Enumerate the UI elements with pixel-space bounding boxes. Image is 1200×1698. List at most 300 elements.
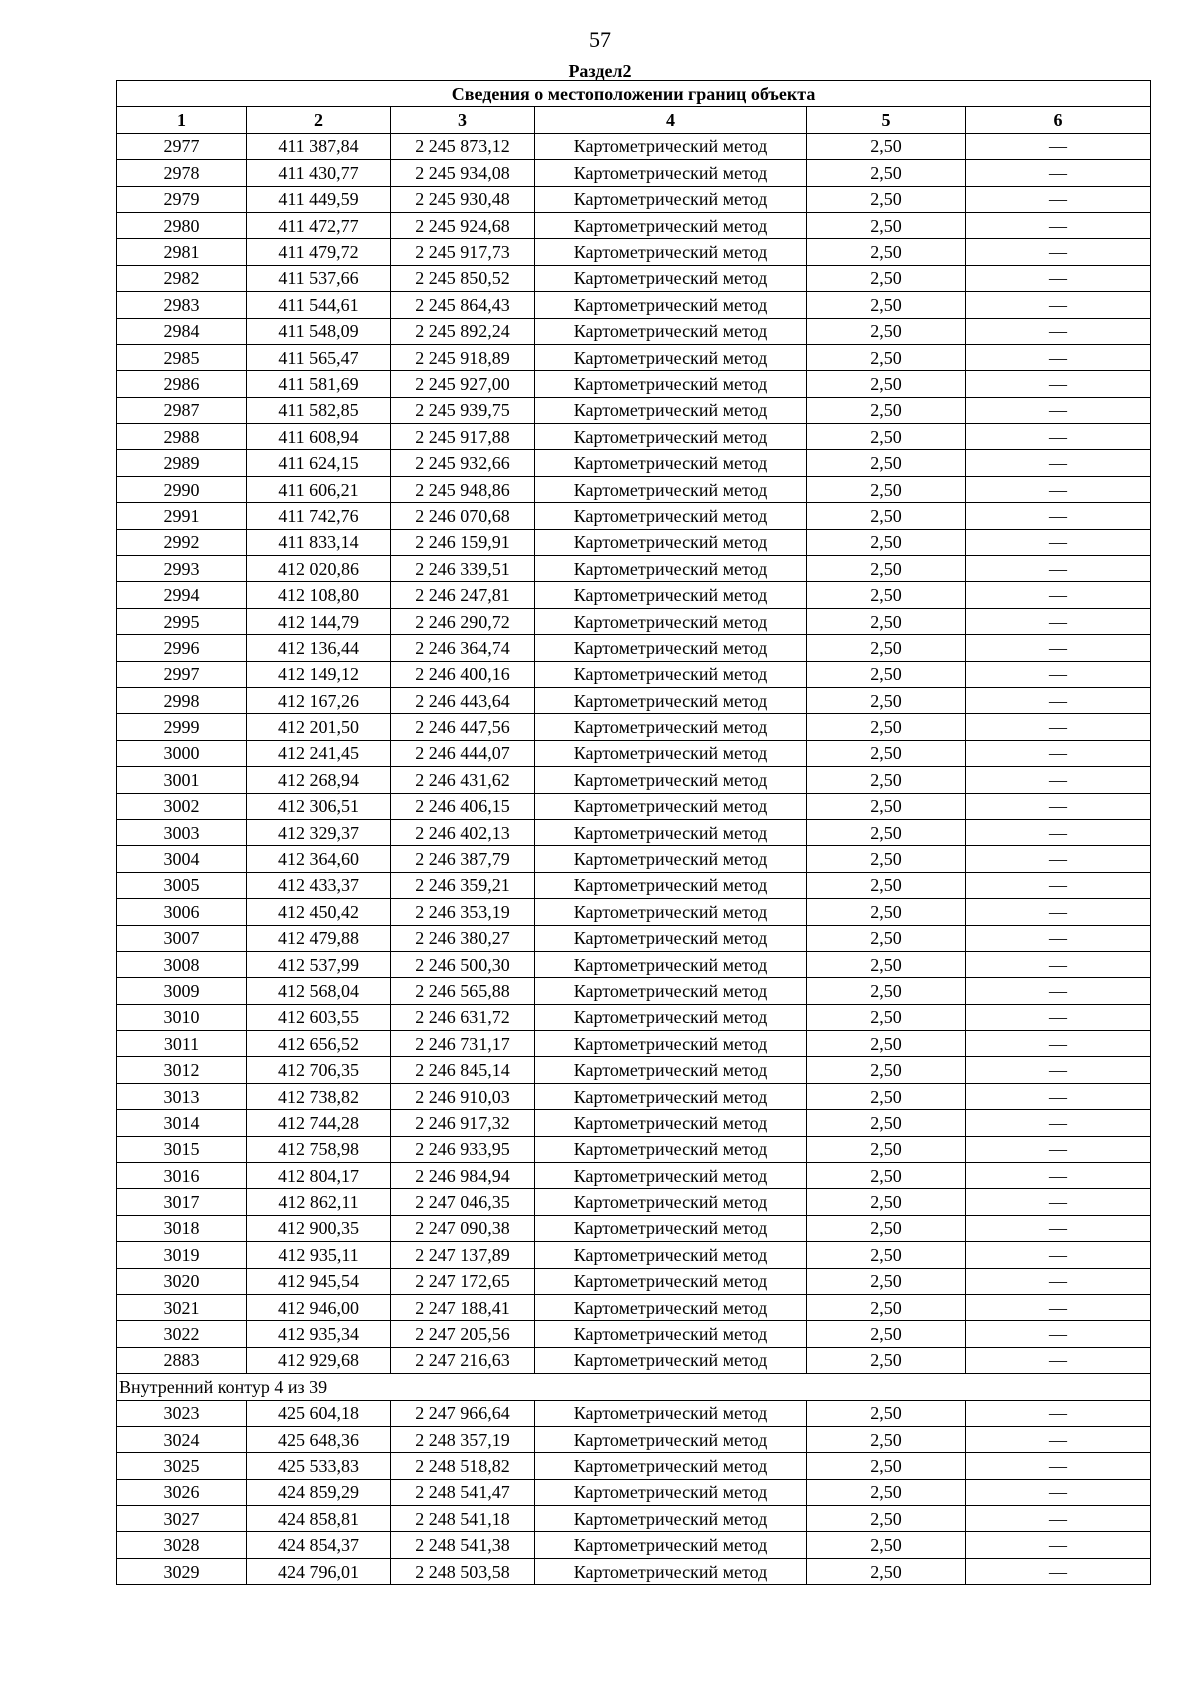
x-coordinate-cell: 412 201,50: [247, 714, 391, 740]
x-coordinate-cell: 411 624,15: [247, 450, 391, 476]
accuracy-cell: 2,50: [807, 318, 966, 344]
accuracy-cell: 2,50: [807, 793, 966, 819]
table-row: [117, 1189, 1151, 1215]
point-number-cell: 2999: [117, 714, 247, 740]
description-cell: —: [966, 529, 1151, 555]
accuracy-cell: 2,50: [807, 1057, 966, 1083]
x-coordinate-cell: 412 241,45: [247, 740, 391, 766]
table-row: [117, 397, 1151, 423]
accuracy-cell: 2,50: [807, 1136, 966, 1162]
accuracy-cell: 2,50: [807, 186, 966, 212]
x-coordinate-cell: 411 565,47: [247, 344, 391, 370]
method-cell: Картометрический метод: [535, 1004, 807, 1030]
x-coordinate-cell: 411 472,77: [247, 212, 391, 238]
y-coordinate-cell: 2 246 406,15: [391, 793, 535, 819]
accuracy-cell: 2,50: [807, 1453, 966, 1479]
method-cell: Картометрический метод: [535, 1479, 807, 1505]
method-cell: Картометрический метод: [535, 687, 807, 713]
description-cell: —: [966, 608, 1151, 634]
accuracy-cell: 2,50: [807, 397, 966, 423]
x-coordinate-cell: 424 796,01: [247, 1558, 391, 1584]
x-coordinate-cell: 412 945,54: [247, 1268, 391, 1294]
y-coordinate-cell: 2 246 387,79: [391, 846, 535, 872]
accuracy-cell: 2,50: [807, 872, 966, 898]
description-cell: —: [966, 1189, 1151, 1215]
table-row: [117, 1083, 1151, 1109]
description-cell: —: [966, 1031, 1151, 1057]
y-coordinate-cell: 2 245 917,88: [391, 424, 535, 450]
y-coordinate-cell: 2 247 137,89: [391, 1242, 535, 1268]
x-coordinate-cell: 424 858,81: [247, 1506, 391, 1532]
y-coordinate-cell: 2 245 948,86: [391, 476, 535, 502]
accuracy-cell: 2,50: [807, 1004, 966, 1030]
x-coordinate-cell: 411 449,59: [247, 186, 391, 212]
description-cell: —: [966, 1426, 1151, 1452]
accuracy-cell: 2,50: [807, 424, 966, 450]
x-coordinate-cell: 412 900,35: [247, 1215, 391, 1241]
method-cell: Картометрический метод: [535, 503, 807, 529]
accuracy-cell: 2,50: [807, 635, 966, 661]
description-cell: —: [966, 556, 1151, 582]
x-coordinate-cell: 412 744,28: [247, 1110, 391, 1136]
point-number-cell: 3024: [117, 1426, 247, 1452]
x-coordinate-cell: 411 582,85: [247, 397, 391, 423]
point-number-cell: 3001: [117, 767, 247, 793]
point-number-cell: 3016: [117, 1163, 247, 1189]
method-cell: Картометрический метод: [535, 608, 807, 634]
y-coordinate-cell: 2 248 357,19: [391, 1426, 535, 1452]
x-coordinate-cell: 412 935,11: [247, 1242, 391, 1268]
accuracy-cell: 2,50: [807, 899, 966, 925]
x-coordinate-cell: 424 859,29: [247, 1479, 391, 1505]
description-cell: —: [966, 951, 1151, 977]
table-caption: Сведения о местоположении границ объекта: [117, 81, 1151, 107]
point-number-cell: 3013: [117, 1083, 247, 1109]
table-row: [117, 529, 1151, 555]
accuracy-cell: 2,50: [807, 1479, 966, 1505]
point-number-cell: 2987: [117, 397, 247, 423]
point-number-cell: 2977: [117, 133, 247, 159]
x-coordinate-cell: 412 450,42: [247, 899, 391, 925]
y-coordinate-cell: 2 246 353,19: [391, 899, 535, 925]
x-coordinate-cell: 412 167,26: [247, 687, 391, 713]
point-number-cell: 3009: [117, 978, 247, 1004]
accuracy-cell: 2,50: [807, 1215, 966, 1241]
point-number-cell: 3027: [117, 1506, 247, 1532]
x-coordinate-cell: 412 433,37: [247, 872, 391, 898]
method-cell: Картометрический метод: [535, 1031, 807, 1057]
y-coordinate-cell: 2 246 070,68: [391, 503, 535, 529]
accuracy-cell: 2,50: [807, 1400, 966, 1426]
x-coordinate-cell: 425 604,18: [247, 1400, 391, 1426]
y-coordinate-cell: 2 247 205,56: [391, 1321, 535, 1347]
method-cell: Картометрический метод: [535, 1163, 807, 1189]
method-cell: Картометрический метод: [535, 740, 807, 766]
table-row: [117, 1163, 1151, 1189]
point-number-cell: 2991: [117, 503, 247, 529]
y-coordinate-cell: 2 246 631,72: [391, 1004, 535, 1030]
description-cell: —: [966, 1110, 1151, 1136]
y-coordinate-cell: 2 246 444,07: [391, 740, 535, 766]
table-row: [117, 687, 1151, 713]
point-number-cell: 2982: [117, 265, 247, 291]
accuracy-cell: 2,50: [807, 1268, 966, 1294]
table-row: [117, 1426, 1151, 1452]
table-row: [117, 1004, 1151, 1030]
accuracy-cell: 2,50: [807, 1321, 966, 1347]
method-cell: Картометрический метод: [535, 1215, 807, 1241]
x-coordinate-cell: 411 544,61: [247, 292, 391, 318]
point-number-cell: 2980: [117, 212, 247, 238]
table-row: [117, 767, 1151, 793]
point-number-cell: 3023: [117, 1400, 247, 1426]
description-cell: —: [966, 397, 1151, 423]
method-cell: Картометрический метод: [535, 476, 807, 502]
table-row: [117, 1400, 1151, 1426]
description-cell: —: [966, 1294, 1151, 1320]
point-number-cell: 2984: [117, 318, 247, 344]
description-cell: —: [966, 212, 1151, 238]
y-coordinate-cell: 2 245 918,89: [391, 344, 535, 370]
table-row: [117, 1215, 1151, 1241]
point-number-cell: 3002: [117, 793, 247, 819]
description-cell: —: [966, 1506, 1151, 1532]
x-coordinate-cell: 411 537,66: [247, 265, 391, 291]
description-cell: —: [966, 661, 1151, 687]
accuracy-cell: 2,50: [807, 1506, 966, 1532]
description-cell: —: [966, 1004, 1151, 1030]
y-coordinate-cell: 2 245 934,08: [391, 160, 535, 186]
x-coordinate-cell: 411 742,76: [247, 503, 391, 529]
x-coordinate-cell: 412 929,68: [247, 1347, 391, 1373]
description-cell: —: [966, 318, 1151, 344]
point-number-cell: 3028: [117, 1532, 247, 1558]
accuracy-cell: 2,50: [807, 925, 966, 951]
point-number-cell: 3010: [117, 1004, 247, 1030]
x-coordinate-cell: 411 606,21: [247, 476, 391, 502]
method-cell: Картометрический метод: [535, 1400, 807, 1426]
y-coordinate-cell: 2 245 850,52: [391, 265, 535, 291]
column-number-row: [117, 107, 1151, 133]
method-cell: Картометрический метод: [535, 925, 807, 951]
table-row: [117, 344, 1151, 370]
method-cell: Картометрический метод: [535, 661, 807, 687]
x-coordinate-cell: 412 136,44: [247, 635, 391, 661]
method-cell: Картометрический метод: [535, 160, 807, 186]
x-coordinate-cell: 412 268,94: [247, 767, 391, 793]
table-row: [117, 292, 1151, 318]
x-coordinate-cell: 412 946,00: [247, 1294, 391, 1320]
accuracy-cell: 2,50: [807, 1532, 966, 1558]
accuracy-cell: 2,50: [807, 1347, 966, 1373]
description-cell: —: [966, 846, 1151, 872]
description-cell: —: [966, 450, 1151, 476]
description-cell: —: [966, 1347, 1151, 1373]
accuracy-cell: 2,50: [807, 767, 966, 793]
method-cell: Картометрический метод: [535, 978, 807, 1004]
x-coordinate-cell: 411 548,09: [247, 318, 391, 344]
y-coordinate-cell: 2 247 046,35: [391, 1189, 535, 1215]
x-coordinate-cell: 424 854,37: [247, 1532, 391, 1558]
accuracy-cell: 2,50: [807, 212, 966, 238]
method-cell: Картометрический метод: [535, 1242, 807, 1268]
table-row: [117, 556, 1151, 582]
method-cell: Картометрический метод: [535, 239, 807, 265]
x-coordinate-cell: 411 479,72: [247, 239, 391, 265]
accuracy-cell: 2,50: [807, 1083, 966, 1109]
accuracy-cell: 2,50: [807, 556, 966, 582]
description-cell: —: [966, 1057, 1151, 1083]
description-cell: —: [966, 265, 1151, 291]
point-number-cell: 2986: [117, 371, 247, 397]
accuracy-cell: 2,50: [807, 740, 966, 766]
table-row: [117, 846, 1151, 872]
column-number-6: 6: [966, 107, 1151, 133]
accuracy-cell: 2,50: [807, 292, 966, 318]
y-coordinate-cell: 2 246 431,62: [391, 767, 535, 793]
table-body: [117, 133, 1151, 1584]
point-number-cell: 2994: [117, 582, 247, 608]
method-cell: Картометрический метод: [535, 951, 807, 977]
y-coordinate-cell: 2 245 864,43: [391, 292, 535, 318]
y-coordinate-cell: 2 247 090,38: [391, 1215, 535, 1241]
accuracy-cell: 2,50: [807, 160, 966, 186]
table-row: [117, 872, 1151, 898]
description-cell: —: [966, 582, 1151, 608]
method-cell: Картометрический метод: [535, 635, 807, 661]
point-number-cell: 3004: [117, 846, 247, 872]
accuracy-cell: 2,50: [807, 476, 966, 502]
y-coordinate-cell: 2 245 927,00: [391, 371, 535, 397]
y-coordinate-cell: 2 247 216,63: [391, 1347, 535, 1373]
method-cell: Картометрический метод: [535, 318, 807, 344]
x-coordinate-cell: 412 108,80: [247, 582, 391, 608]
method-cell: Картометрический метод: [535, 371, 807, 397]
method-cell: Картометрический метод: [535, 1189, 807, 1215]
accuracy-cell: 2,50: [807, 1163, 966, 1189]
y-coordinate-cell: 2 246 380,27: [391, 925, 535, 951]
description-cell: —: [966, 476, 1151, 502]
table-row: [117, 1558, 1151, 1584]
accuracy-cell: 2,50: [807, 687, 966, 713]
description-cell: —: [966, 133, 1151, 159]
table-row: [117, 212, 1151, 238]
description-cell: —: [966, 1215, 1151, 1241]
y-coordinate-cell: 2 246 159,91: [391, 529, 535, 555]
accuracy-cell: 2,50: [807, 133, 966, 159]
point-number-cell: 2978: [117, 160, 247, 186]
point-number-cell: 2997: [117, 661, 247, 687]
table-row: [117, 1347, 1151, 1373]
x-coordinate-cell: 412 758,98: [247, 1136, 391, 1162]
description-cell: —: [966, 740, 1151, 766]
point-number-cell: 2996: [117, 635, 247, 661]
description-cell: —: [966, 1321, 1151, 1347]
y-coordinate-cell: 2 247 966,64: [391, 1400, 535, 1426]
y-coordinate-cell: 2 246 731,17: [391, 1031, 535, 1057]
y-coordinate-cell: 2 245 917,73: [391, 239, 535, 265]
y-coordinate-cell: 2 248 518,82: [391, 1453, 535, 1479]
point-number-cell: 3029: [117, 1558, 247, 1584]
method-cell: Картометрический метод: [535, 582, 807, 608]
description-cell: —: [966, 978, 1151, 1004]
point-number-cell: 2993: [117, 556, 247, 582]
description-cell: —: [966, 1136, 1151, 1162]
y-coordinate-cell: 2 246 984,94: [391, 1163, 535, 1189]
method-cell: Картометрический метод: [535, 1426, 807, 1452]
y-coordinate-cell: 2 246 910,03: [391, 1083, 535, 1109]
table-row: [117, 133, 1151, 159]
accuracy-cell: 2,50: [807, 819, 966, 845]
description-cell: —: [966, 1400, 1151, 1426]
table-row: [117, 1136, 1151, 1162]
section-title: Раздел2: [568, 61, 632, 81]
description-cell: —: [966, 899, 1151, 925]
method-cell: Картометрический метод: [535, 424, 807, 450]
description-cell: —: [966, 503, 1151, 529]
table-caption-row: [117, 81, 1151, 107]
y-coordinate-cell: 2 246 447,56: [391, 714, 535, 740]
accuracy-cell: 2,50: [807, 1031, 966, 1057]
y-coordinate-cell: 2 248 503,58: [391, 1558, 535, 1584]
description-cell: —: [966, 1558, 1151, 1584]
table-row: [117, 635, 1151, 661]
point-number-cell: 3008: [117, 951, 247, 977]
table-row: [117, 925, 1151, 951]
accuracy-cell: 2,50: [807, 265, 966, 291]
point-number-cell: 2990: [117, 476, 247, 502]
point-number-cell: 3007: [117, 925, 247, 951]
accuracy-cell: 2,50: [807, 1558, 966, 1584]
accuracy-cell: 2,50: [807, 951, 966, 977]
x-coordinate-cell: 412 537,99: [247, 951, 391, 977]
method-cell: Картометрический метод: [535, 265, 807, 291]
method-cell: Картометрический метод: [535, 1294, 807, 1320]
method-cell: Картометрический метод: [535, 1321, 807, 1347]
accuracy-cell: 2,50: [807, 503, 966, 529]
description-cell: —: [966, 1453, 1151, 1479]
y-coordinate-cell: 2 246 400,16: [391, 661, 535, 687]
x-coordinate-cell: 412 935,34: [247, 1321, 391, 1347]
method-cell: Картометрический метод: [535, 212, 807, 238]
table-row: [117, 318, 1151, 344]
method-cell: Картометрический метод: [535, 556, 807, 582]
y-coordinate-cell: 2 248 541,38: [391, 1532, 535, 1558]
y-coordinate-cell: 2 248 541,18: [391, 1506, 535, 1532]
description-cell: —: [966, 1163, 1151, 1189]
description-cell: —: [966, 687, 1151, 713]
x-coordinate-cell: 412 329,37: [247, 819, 391, 845]
table-row: [117, 1532, 1151, 1558]
point-number-cell: 3006: [117, 899, 247, 925]
table-row: [117, 1321, 1151, 1347]
point-number-cell: 2998: [117, 687, 247, 713]
x-coordinate-cell: 412 862,11: [247, 1189, 391, 1215]
y-coordinate-cell: 2 246 500,30: [391, 951, 535, 977]
point-number-cell: 3021: [117, 1294, 247, 1320]
x-coordinate-cell: 412 804,17: [247, 1163, 391, 1189]
method-cell: Картометрический метод: [535, 450, 807, 476]
description-cell: —: [966, 424, 1151, 450]
column-number-5: 5: [807, 107, 966, 133]
table-row: [117, 160, 1151, 186]
x-coordinate-cell: 412 479,88: [247, 925, 391, 951]
table-row: [117, 793, 1151, 819]
table-row: [117, 740, 1151, 766]
table-row: [117, 978, 1151, 1004]
description-cell: —: [966, 1479, 1151, 1505]
method-cell: Картометрический метод: [535, 846, 807, 872]
x-coordinate-cell: 411 387,84: [247, 133, 391, 159]
page-number: 57: [589, 27, 611, 52]
column-number-1: 1: [117, 107, 247, 133]
method-cell: Картометрический метод: [535, 819, 807, 845]
description-cell: —: [966, 819, 1151, 845]
y-coordinate-cell: 2 246 339,51: [391, 556, 535, 582]
description-cell: —: [966, 1242, 1151, 1268]
table-row: [117, 608, 1151, 634]
table-row: [117, 239, 1151, 265]
table-row: [117, 899, 1151, 925]
table-row: [117, 819, 1151, 845]
accuracy-cell: 2,50: [807, 608, 966, 634]
table-row: [117, 951, 1151, 977]
point-number-cell: 3022: [117, 1321, 247, 1347]
accuracy-cell: 2,50: [807, 239, 966, 265]
column-number-2: 2: [247, 107, 391, 133]
accuracy-cell: 2,50: [807, 1110, 966, 1136]
y-coordinate-cell: 2 245 939,75: [391, 397, 535, 423]
table-row: [117, 1110, 1151, 1136]
table-row: [117, 186, 1151, 212]
table-row: [117, 1242, 1151, 1268]
accuracy-cell: 2,50: [807, 344, 966, 370]
table-row: [117, 582, 1151, 608]
description-cell: —: [966, 292, 1151, 318]
contour-subtitle: Внутренний контур 4 из 39: [117, 1374, 1151, 1400]
table-row: [117, 1057, 1151, 1083]
description-cell: —: [966, 1532, 1151, 1558]
point-number-cell: 3011: [117, 1031, 247, 1057]
accuracy-cell: 2,50: [807, 450, 966, 476]
table-row: [117, 265, 1151, 291]
point-number-cell: 2989: [117, 450, 247, 476]
point-number-cell: 3026: [117, 1479, 247, 1505]
accuracy-cell: 2,50: [807, 582, 966, 608]
x-coordinate-cell: 425 648,36: [247, 1426, 391, 1452]
accuracy-cell: 2,50: [807, 1426, 966, 1452]
y-coordinate-cell: 2 247 172,65: [391, 1268, 535, 1294]
y-coordinate-cell: 2 246 917,32: [391, 1110, 535, 1136]
description-cell: —: [966, 1083, 1151, 1109]
x-coordinate-cell: 411 608,94: [247, 424, 391, 450]
point-number-cell: 3015: [117, 1136, 247, 1162]
table-row: [117, 1268, 1151, 1294]
table-row: [117, 1031, 1151, 1057]
accuracy-cell: 2,50: [807, 371, 966, 397]
table-row: [117, 450, 1151, 476]
accuracy-cell: 2,50: [807, 529, 966, 555]
description-cell: —: [966, 239, 1151, 265]
method-cell: Картометрический метод: [535, 397, 807, 423]
accuracy-cell: 2,50: [807, 1242, 966, 1268]
y-coordinate-cell: 2 246 290,72: [391, 608, 535, 634]
y-coordinate-cell: 2 246 933,95: [391, 1136, 535, 1162]
x-coordinate-cell: 411 430,77: [247, 160, 391, 186]
method-cell: Картометрический метод: [535, 767, 807, 793]
column-number-4: 4: [535, 107, 807, 133]
y-coordinate-cell: 2 246 364,74: [391, 635, 535, 661]
